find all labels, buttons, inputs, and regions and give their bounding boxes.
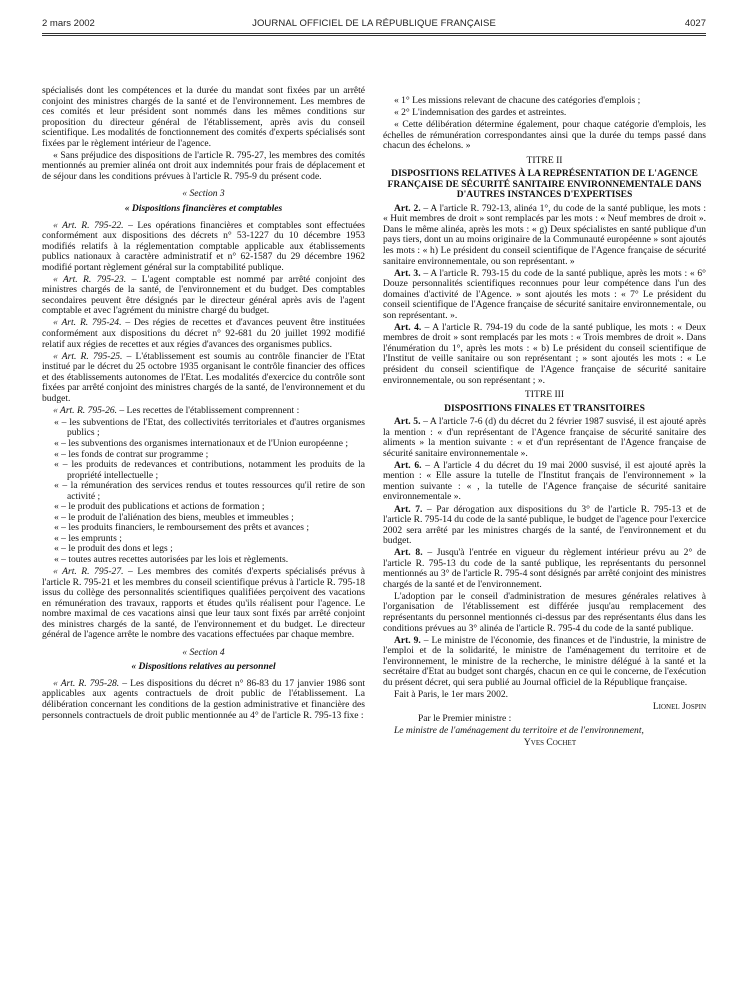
article-r795-26 — [42, 406, 365, 417]
article-label: « Art. R. 795-25. — [53, 350, 123, 362]
article-text: – A l'article R. 793-15 du code de la santé publique, après les mots : « 6° Douze personnalités scientifiques reconnues pour leur compétence dans l'un des domaines d'activité de l'Agence. » sont ajoutés les mots : « 7° Le président du conseil scientifique de l'Agence française de sécurité sanitaire environnementale, ou son représentant. ». — [383, 267, 706, 321]
titre-subheading: DISPOSITIONS RELATIVES À LA REPRÉSENTATION DE L'AGENCE FRANÇAISE DE SÉCURITÉ SANITAIRE ENVIRONNEMENTALE DANS D'AUTRES INSTANCES D'EXPERTISES — [387, 168, 702, 201]
article-3 — [383, 269, 706, 322]
subsection-heading: « Dispositions relatives au personnel — [131, 661, 276, 673]
article-r795-28 — [42, 679, 365, 721]
page-header — [42, 18, 706, 32]
article-text: – Des régies de recettes et d'avances peuvent être instituées conformément aux dispositions du décret n° 92-681 du 20 juillet 1992 modifié relatif aux régies de recettes et aux régies d'avances des organismes publics. — [42, 317, 365, 350]
header-rule — [42, 33, 706, 36]
article-label: Art. 6. — [394, 459, 422, 471]
article-text: – L'agent comptable est nommé par arrêté conjoint des ministres chargés de la santé, de l'environnement et du budget. Des comptables secondaires peuvent être désignés par le directeur général après avis de l'agent comptable et avec l'agrément du ministre chargé du budget. — [42, 273, 366, 317]
article-label: Art. 2. — [394, 202, 421, 214]
titre-heading: TITRE II — [526, 154, 563, 166]
section-heading: « Section 4 — [182, 646, 225, 658]
article-text: – Les membres des comités d'experts spécialisés prévus à l'article R. 795-21 et les membres du conseil scientifique prévus à l'article R. 795-18 issus du collège des personnalités scientifiques qualifiées perçoivent des vacations en rémunération des travaux, rapports et études qu'ils réalisent pour l'agence. Le nombre maximal de ces vacations ainsi que leur taux sont fixés par arrêté conjoint des ministres chargés de la santé, de l'environnement et du budget. Le directeur général de l'agence arrête le nombre des vacations effectuées par chaque membre. — [42, 566, 366, 641]
list-item: « – les emprunts ; — [54, 532, 122, 544]
signature-place-date: Fait à Paris, le 1er mars 2002. — [394, 688, 509, 700]
right-column — [383, 96, 706, 750]
section-heading: « Section 3 — [182, 188, 225, 200]
article-label: Art. 9. — [394, 634, 421, 646]
titre-heading: TITRE III — [524, 389, 565, 401]
titre-subheading: DISPOSITIONS FINALES ET TRANSITOIRES — [444, 402, 645, 414]
list-item: « – les subventions des organismes internationaux et de l'Union européenne ; — [54, 437, 348, 449]
article-9 — [383, 636, 706, 689]
article-label: « Art. R. 795-22. — [53, 219, 124, 231]
article-label: Art. 4. — [394, 321, 422, 333]
list-item: « – les subventions de l'Etat, des collectivités territoriales et d'autres organismes publics ; — [54, 416, 365, 439]
paragraph: « 2° L'indemnisation des gardes et astreintes. — [394, 107, 567, 119]
article-r795-22 — [42, 221, 365, 274]
list-item: « – les produits de redevances et contributions, notamment les produits de la propriété intellectuelle ; — [54, 459, 365, 481]
article-text: – A l'article R. 794-19 du code de la santé publique, les mots : « Deux membres de droit » sont remplacés par les mots : « Trois membres de droit ». Dans l'énumération du 1°, après les mots : « b) Le président du conseil scientifique de l'Institut de veille sanitaire ou son représentant ; » sont ajoutés les mots : « Le président du conseil scientifique de l'Agence française de sécurité sanitaire environnementale, ou son représentant ; ». — [383, 321, 706, 386]
subsection-heading: « Dispositions financières et comptables — [124, 202, 283, 214]
paragraph: « 1° Les missions relevant de chacune des catégories d'emplois ; — [394, 95, 641, 106]
article-text: – A l'article 4 du décret du 19 mai 2000 susvisé, il est ajouté après la mention : « Elle assure la tutelle de l'Institut français de l'environnement » la mention suivante : « , la tutelle de l'Agence française de sécurité sanitaire environnementale ». — [383, 459, 706, 503]
article-label: Art. 8. — [394, 547, 423, 559]
article-r795-25 — [42, 352, 365, 405]
list-item: « – les produits financiers, le remboursement des prêts et avances ; — [54, 522, 310, 534]
article-text: – Jusqu'à l'entrée en vigueur du règlement intérieur prévu au 2° de l'article R. 795-13 du code de la santé publique, les représentants du personnel mentionnés au 3° de l'article R. 795-4 sont désignés par arrêté conjoint des ministres chargés de la santé et de l'environnement. — [383, 547, 707, 590]
paragraph: « Cette délibération détermine également, pour chaque catégorie d'emplois, les échelles de rémunération correspondantes ainsi que la durée du temps passé dans chacun des échelons. » — [383, 119, 706, 152]
article-r795-23 — [42, 275, 365, 317]
list-item: « – la rémunération des services rendus et toutes ressources qu'il retire de son activité ; — [54, 480, 365, 502]
signer-name: Lionel Jospin — [652, 700, 706, 712]
left-column — [42, 86, 365, 723]
revenue-list — [42, 418, 365, 566]
article-r795-24 — [42, 318, 365, 350]
list-item: « – le produit des dons et legs ; — [54, 543, 173, 555]
article-text: – Le ministre de l'économie, des finances et de l'industrie, la ministre de l'emploi et de la solidarité, le ministre de l'aménagement du territoire et de l'environnement, le ministre de la recherche, le ministre délégué à la santé et la secrétaire d'Etat au budget sont chargés, chacun en ce qui le concerne, de l'exécution du présent décret, qui sera publié au Journal officiel de la République française. — [383, 634, 706, 688]
header-date: 2 mars 2002 — [42, 18, 95, 29]
article-8 — [383, 548, 706, 590]
minister-title: Le ministre de l'aménagement du territoire et de l'environnement, — [394, 724, 644, 736]
countersigner-name: Yves Cochet — [523, 736, 577, 748]
article-label: « Art. R. 795-23. — [53, 273, 127, 285]
header-journal-title: JOURNAL OFFICIEL DE LA RÉPUBLIQUE FRANÇAISE — [252, 18, 496, 29]
paragraph: « Sans préjudice des dispositions de l'article R. 795-27, les membres des comités mentionnés au premier alinéa ont droit aux indemnités pour frais de déplacement et de séjour dans les conditions prévues à l'article R. 795-9 du présent code. — [42, 149, 365, 182]
article-5 — [383, 417, 706, 459]
article-text: – A l'article 7-6 (d) du décret du 2 février 1987 susvisé, il est ajouté après la mention : « d'un représentant de l'Agence française de sécurité sanitaire des aliments » la mention suivante : « et d'un représentant de l'Agence française de sécurité sanitaire environnementale ». — [383, 416, 706, 459]
article-text: – Les opérations financières et comptables sont effectuées conformément aux dispositions des décrets n° 53-1227 du 10 décembre 1953 modifiés relatifs à la réglementation comptable applicable aux établissements publics nationaux à caractère administratif et n° 62-1587 du 29 décembre 1962 modifié portant règlement général sur la comptabilité publique. — [42, 219, 366, 273]
article-label: Art. 5. — [394, 416, 421, 428]
article-label: Art. 7. — [394, 503, 423, 515]
header-page-number: 4027 — [684, 18, 706, 29]
article-4 — [383, 323, 706, 386]
article-text: – L'établissement est soumis au contrôle financier de l'Etat institué par le décret du 25 octobre 1935 organisant le contrôle financier des offices et des établissements autonomes de l'Etat. Les modalités d'exercice du contrôle sont fixées par arrêté conjoint des ministres chargés de la santé, de l'environnement et du budget. — [42, 350, 365, 404]
article-2 — [383, 204, 706, 267]
article-label: « Art. R. 795-27. — [53, 566, 124, 578]
article-text: – Les recettes de l'établissement comprennent : — [117, 404, 300, 416]
list-item: « – le produit de l'aliénation des biens, meubles et immeubles ; — [54, 511, 294, 523]
article-label: « Art. R. 795-26. — [53, 404, 117, 416]
list-item: « – les fonds de contrat sur programme ; — [54, 448, 209, 460]
article-6 — [383, 461, 706, 503]
paragraph: spécialisés dont les compétences et la durée du mandat sont fixées par un arrêté conjoint des ministres chargés de la santé et de l'environnement. Les membres de ces comités et leur président sont nommés dans les mêmes conditions sur proposition du directeur général de l'établissement, après avis du conseil scientifique. Les modalités de fonctionnement des comités d'experts spécialisés sont fixées par le règlement intérieur de l'agence. — [42, 85, 365, 149]
article-text: – Les dispositions du décret n° 86-83 du 17 janvier 1986 sont applicables aux agents contractuels de droit public de l'établissement. La délibération concernant les conditions de la gestion administrative et financière des personnels contractuels de droit public mentionnée au 4° de l'article R. 795-13 fixe : — [42, 677, 365, 721]
article-label: « Art. R. 795-24. — [53, 317, 122, 329]
article-text: – A l'article R. 792-13, alinéa 1°, du code de la santé publique, les mots : « Huit membres de droit » sont remplacés par les mots : « Neuf membres de droit ». Dans le même alinéa, après les mots : « g) Deux spécialistes en santé publique d'un pays tiers, dont un au moins originaire de la Communauté européenne » sont ajoutés les mots : « h) Le président du conseil scientifique de l'Agence française de sécurité sanitaire environnementale, ou son représentant. » — [383, 202, 706, 267]
article-label: Art. 3. — [394, 267, 421, 279]
article-r795-27 — [42, 567, 365, 641]
article-7 — [383, 505, 706, 547]
article-text: – Par dérogation aux dispositions du 3° de l'article R. 795-13 et de l'article R. 795-14 du code de la santé publique, le budget de l'agence pour l'exercice 2002 sera arrêté par les ministres chargés de la santé, de l'environnement et du budget. — [383, 503, 706, 547]
article-label: « Art. R. 795-28. — [53, 677, 120, 689]
countersign-intro: Par le Premier ministre : — [418, 712, 512, 724]
list-item: « – toutes autres recettes autorisées par les lois et règlements. — [54, 553, 289, 565]
list-item: « – le produit des publications et actions de formation ; — [54, 501, 265, 513]
paragraph: L'adoption par le conseil d'administration de mesures générales relatives à l'organisation de l'établissement est différée jusqu'au remplacement des représentants du personnel mentionnés ci-dessus par des représentants élus dans les conditions prévues au 3° alinéa de l'article R. 795-4 du code de la santé publique. — [383, 590, 706, 634]
